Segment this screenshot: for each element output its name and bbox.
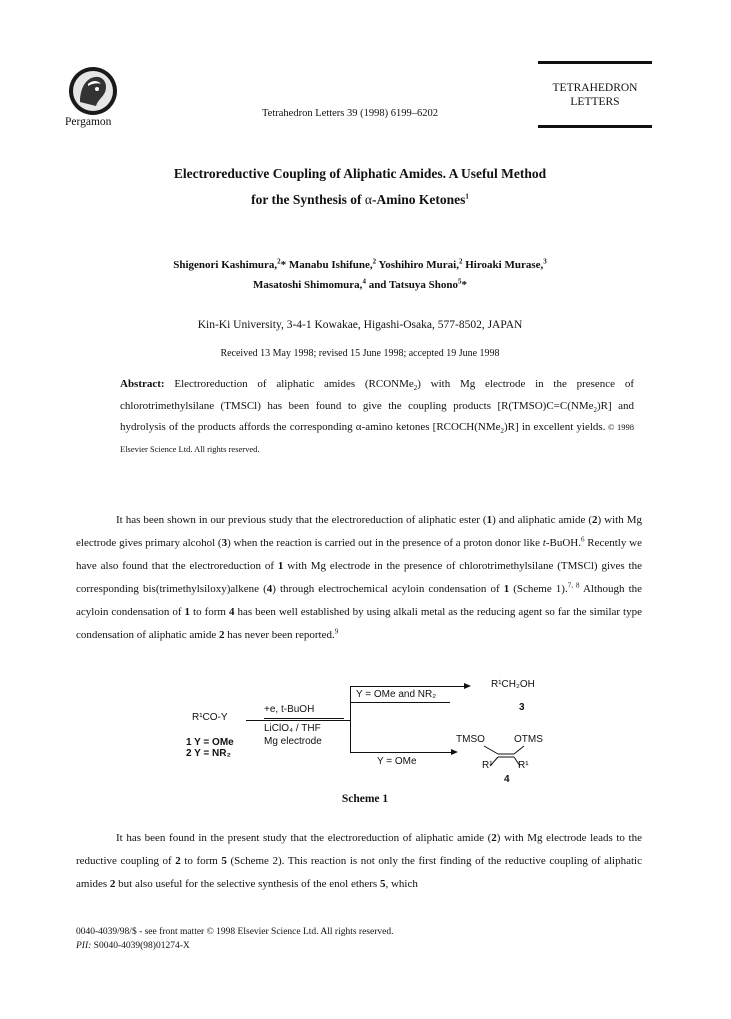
text: ) when the reaction is carried out in the presence of a proton donor like [227,537,543,549]
text: t [542,537,546,549]
product-4-otms: OTMS [514,734,543,745]
text: (Scheme 1). [509,583,568,595]
text: to form [180,855,222,867]
header-rule-bottom [538,125,652,128]
scheme-label-box-left [350,686,351,702]
title-line-2-end: -Amino Ketones [371,192,466,207]
text: (Scheme 2). This reaction is not only the first finding of the reductive coupling of aliphatic amides [76,855,642,890]
author-mark: 2 [277,257,281,266]
author-name: Manabu Ishifune, [286,259,373,271]
author-name: and Tatsuya Shono [365,279,458,291]
abstract-text: )R] and hydrolysis of the products affords the corresponding α-amino ketones [RCOCH(NMe [120,399,635,433]
compound-ref: 4 [228,606,235,618]
title-line-2-text: for the Synthesis of [251,192,365,207]
ref-mark: 6 [580,535,585,544]
compound-ref: 2 [491,832,497,844]
author-name: Shigenori Kashimura, [173,259,278,271]
pii-label: PII: [76,941,92,951]
compound-ref: 1 [486,514,493,526]
upper-label: Y = OMe and NR₂ [356,689,437,700]
text: with Mg electrode in the presence of chlorotrimethylsilane (TMSCl) gives the corresponding bis(trimethylsiloxy)alkene ( [76,560,642,595]
product-4-r-left: R¹ [482,760,493,771]
scheme-label-box-bottom [350,702,450,703]
authors [60,259,660,291]
ref-mark: 7, 8 [567,581,580,590]
paragraph-2-text [76,827,642,896]
compound-ref: 3 [221,537,228,549]
compound-ref: 2 [109,878,116,890]
text: to form [190,606,229,618]
author-mark: 2 [458,257,463,266]
scheme-arrow-upper [350,686,466,687]
citation: Tetrahedron Letters 39 (1998) 6199–6202 [262,108,438,119]
text: Recently we have also found that the electroreduction of [76,537,642,572]
text: ) with Mg electrode leads to the reductive coupling of [76,832,642,867]
abstract-text: Electroreduction of aliphatic amides (RCONMe [164,378,414,390]
text: ) with Mg electrode gives primary alcohol ( [76,514,643,549]
affiliation: Kin-Ki University, 3-4-1 Kowakae, Higashi-Osaka, 577-8502, JAPAN [197,319,523,331]
text: has never been reported. [224,629,335,641]
text: -BuOH. [545,537,581,549]
text: It has been found in the present study that the electroreduction of aliphatic amide ( [116,832,492,844]
reactant: R¹CO-Y [192,712,228,723]
abstract-label: Abstract: [120,378,165,390]
condition-3: Mg electrode [264,736,322,747]
ref-mark: 9 [334,627,339,636]
text: ) and aliphatic amide ( [492,514,593,526]
compound-ref: 4 [266,583,273,595]
header-rule-top [538,61,652,64]
scheme-1 [180,672,580,802]
compound-ref: 2 [592,514,598,526]
scheme-cond-underline [264,718,344,719]
product-4-r-right: R¹ [518,760,529,771]
author-mark: 5 [457,277,462,286]
corresponding-mark: * [280,259,287,271]
text: ) through electrochemical acyloin condensation of [272,583,504,595]
abstract [120,374,634,460]
condition-2: LiClO₄ / THF [264,723,321,734]
abstract-text: ) with Mg electrode in the presence of chlorotrimethylsilane (TMSCl) has been found to give the coupling products [R(TMSO)C=C(NMe [120,378,634,412]
condition-1: +e, t-BuOH [264,704,315,715]
compound-ref: 5 [379,878,386,890]
publisher-name: Pergamon [65,116,112,128]
paragraph-1 [76,509,642,647]
publisher-logo [68,66,118,116]
compound-ref: 1 [503,583,510,595]
author-mark: 2 [372,257,377,266]
lower-label: Y = OMe [377,756,417,767]
received-dates: Received 13 May 1998; revised 15 June 1998; accepted 19 June 1998 [220,348,500,359]
pii-value: S0040-4039(98)01274-X [91,941,190,951]
footer-copyright: 0040-4039/98/$ - see front matter © 1998 Elsevier Science Ltd. All rights reserved. [76,927,394,937]
text: , which [385,878,418,890]
compound-ref: 5 [221,855,227,867]
product-3-number: 3 [519,702,525,713]
reactant-2: 2 Y = NR₂ [186,748,231,759]
journal-name-1: TETRAHEDRON [552,82,638,94]
subscript: 2 [593,405,597,414]
scheme-arrow-lower [350,752,453,753]
author-name: Yoshihiro Murai, [376,259,459,271]
paragraph-2 [76,827,642,896]
abstract-text: )R] in excellent yields. [504,421,606,433]
scheme-caption: Scheme 1 [341,793,389,805]
title-alpha: α [364,192,372,207]
compound-ref: 1 [184,606,191,618]
subscript: 2 [500,427,504,436]
authors-line-1 [60,259,660,271]
text: Although the acyloin condensation of [76,583,643,618]
journal-name-2: LETTERS [570,96,620,108]
compound-ref: 2 [175,855,181,867]
paper-title [60,166,660,208]
product-3: R¹CH₂OH [491,679,535,690]
arrowhead-lower [451,749,458,755]
scheme-line-reactant [246,720,350,721]
product-4-tmso: TMSO [456,734,485,745]
title-line-2 [60,192,660,208]
author-mark: 3 [543,257,547,266]
arrowhead-upper [464,683,471,689]
author-name: Masatoshi Shimomura, [253,279,363,291]
paragraph-1-text [76,509,642,647]
compound-ref: 2 [218,629,225,641]
compound-ref: 1 [277,560,284,572]
product-4-number: 4 [504,774,510,785]
title-line-1: Electroreductive Coupling of Aliphatic Amides. A Useful Method [173,166,547,181]
corresponding-mark: * [461,279,467,291]
text: It has been shown in our previous study that the electroreduction of aliphatic ester ( [116,514,487,526]
footer-pii [76,939,393,953]
author-mark: 4 [362,277,366,286]
authors-line-2 [60,279,660,291]
footer [76,925,393,953]
abstract-copyright: © 1998 Elsevier Science Ltd. All rights reserved. [120,422,634,454]
reactant-1: 1 Y = OMe [186,737,234,748]
text: has been well established by using alkali metal as the reducing agent so far the similar type condensation of aliphatic amide [76,606,642,641]
subscript: 2 [413,384,418,393]
author-name: Hiroaki Murase, [462,259,544,271]
text: but also useful for the selective synthesis of the enol ethers [115,878,380,890]
title-footnote-ref: 1 [465,192,469,201]
